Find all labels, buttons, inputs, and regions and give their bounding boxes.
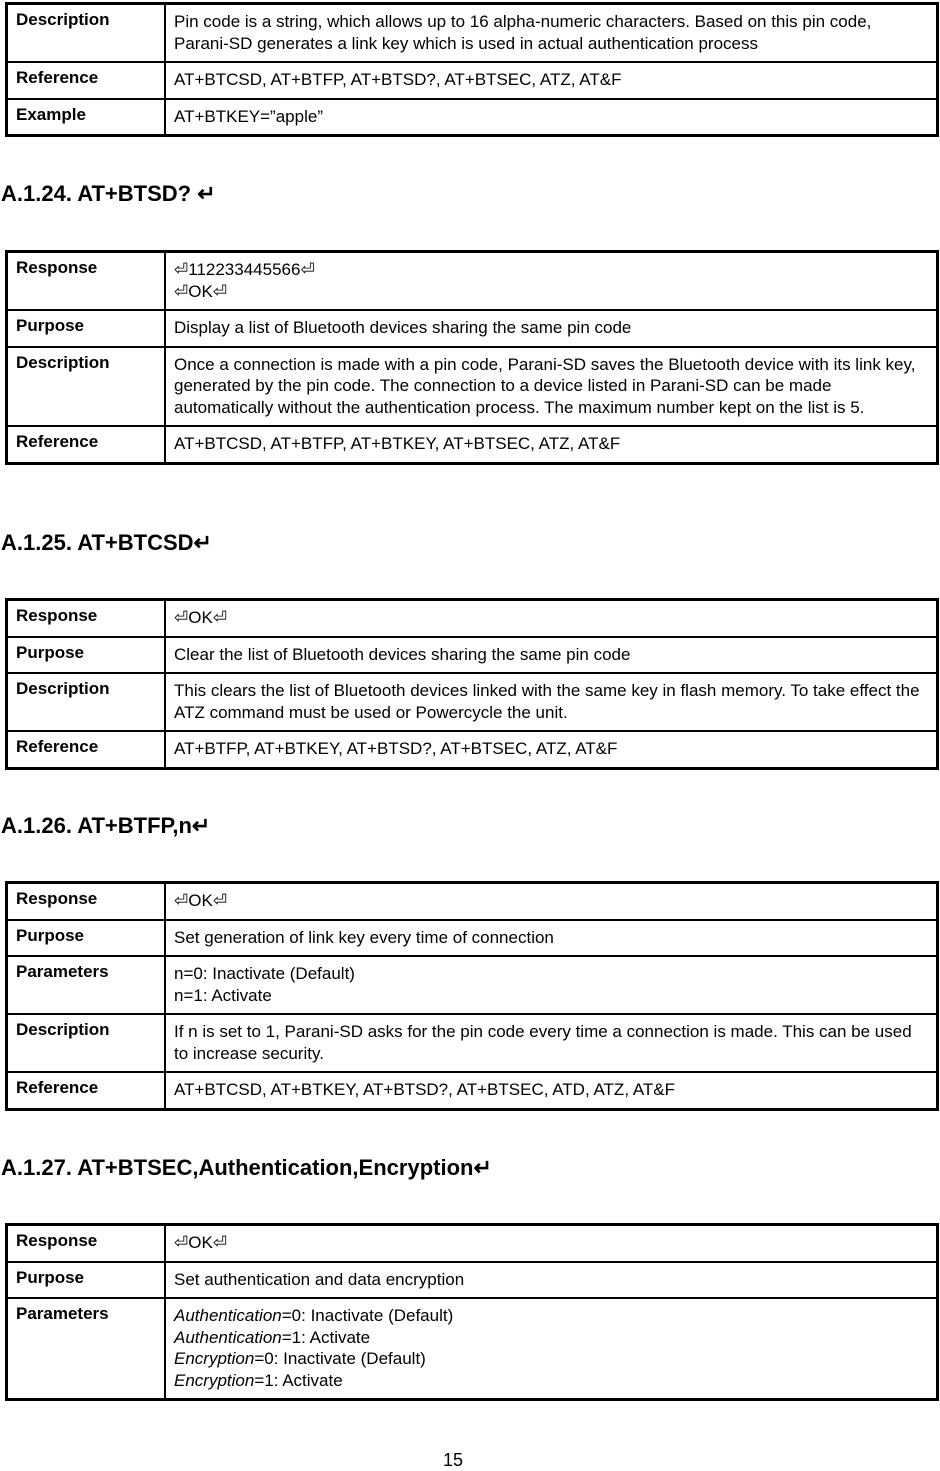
row-value: AT+BTCSD, AT+BTFP, AT+BTSD?, AT+BTSEC, ATZ, AT&F bbox=[165, 62, 938, 99]
parameter-line: Encryption=1: Activate bbox=[174, 1370, 343, 1390]
row-value: If n is set to 1, Parani-SD asks for the pin code every time a connection is made. This can be used to increase security. bbox=[165, 1014, 938, 1072]
row-value bbox=[165, 1225, 938, 1262]
heading-text: A.1.27. AT+BTSEC,Authentication,Encryption bbox=[1, 1155, 474, 1180]
table-row bbox=[7, 1072, 938, 1109]
heading-text: A.1.26. AT+BTFP,n bbox=[1, 813, 192, 838]
table-row bbox=[7, 600, 938, 637]
table-btsec bbox=[5, 1223, 939, 1401]
response-line: ⏎OK⏎ bbox=[174, 281, 228, 301]
row-label: Parameters bbox=[7, 1298, 166, 1400]
response-line: ⏎112233445566⏎ bbox=[174, 260, 315, 279]
table-row bbox=[7, 1298, 938, 1400]
table-row bbox=[7, 956, 938, 1014]
row-label: Response bbox=[7, 252, 166, 311]
table-row bbox=[7, 62, 938, 99]
cr-icon: ⏎ bbox=[174, 1233, 189, 1252]
row-label: Response bbox=[7, 1225, 166, 1262]
cr-icon: ⏎ bbox=[174, 891, 189, 910]
table-row bbox=[7, 1225, 938, 1262]
row-label: Purpose bbox=[7, 310, 166, 347]
row-label: Reference bbox=[7, 731, 166, 768]
row-label: Example bbox=[7, 99, 166, 136]
return-arrow-icon: ↵ bbox=[473, 1155, 492, 1180]
heading-text: A.1.25. AT+BTCSD bbox=[1, 530, 194, 555]
table-row bbox=[7, 1014, 938, 1072]
table-row bbox=[7, 883, 938, 920]
cr-icon: ⏎ bbox=[212, 891, 228, 910]
table-row bbox=[7, 1262, 938, 1299]
table-row bbox=[7, 347, 938, 427]
section-heading-btsec bbox=[1, 1155, 492, 1181]
row-label: Purpose bbox=[7, 920, 166, 957]
row-value bbox=[165, 252, 938, 311]
parameter-line: n=1: Activate bbox=[174, 985, 272, 1005]
table-row bbox=[7, 426, 938, 463]
page-number: 15 bbox=[442, 1450, 464, 1470]
cr-icon: ⏎ bbox=[300, 260, 315, 279]
parameter-line: n=0: Inactivate (Default) bbox=[174, 964, 355, 983]
table-btkey-continued bbox=[5, 2, 939, 137]
return-arrow-icon: ↵ bbox=[197, 181, 216, 206]
cr-icon: ⏎ bbox=[212, 281, 228, 301]
parameter-line: Encryption=0: Inactivate (Default) bbox=[174, 1349, 426, 1368]
table-btfp bbox=[5, 881, 939, 1111]
section-heading-btcsd bbox=[1, 530, 212, 556]
row-value: AT+BTKEY=”apple” bbox=[165, 99, 938, 136]
heading-text: A.1.24. AT+BTSD? bbox=[1, 181, 198, 206]
table-row bbox=[7, 252, 938, 311]
parameter-line: Authentication=0: Inactivate (Default) bbox=[174, 1306, 454, 1325]
table-row bbox=[7, 673, 938, 731]
row-value: AT+BTCSD, AT+BTFP, AT+BTKEY, AT+BTSEC, ATZ, AT&F bbox=[165, 426, 938, 463]
row-label: Description bbox=[7, 673, 166, 731]
section-heading-btsd bbox=[1, 181, 216, 207]
row-label: Response bbox=[7, 883, 166, 920]
cr-icon: ⏎ bbox=[212, 608, 228, 627]
response-line: ⏎OK⏎ bbox=[174, 891, 228, 910]
row-value: AT+BTFP, AT+BTKEY, AT+BTSD?, AT+BTSEC, ATZ, AT&F bbox=[165, 731, 938, 768]
response-line: ⏎OK⏎ bbox=[174, 608, 228, 627]
row-value: Set authentication and data encryption bbox=[165, 1262, 938, 1299]
row-label: Purpose bbox=[7, 1262, 166, 1299]
row-value: AT+BTCSD, AT+BTKEY, AT+BTSD?, AT+BTSEC, ATD, ATZ, AT&F bbox=[165, 1072, 938, 1109]
table-row bbox=[7, 99, 938, 136]
parameter-line: Authentication=1: Activate bbox=[174, 1327, 371, 1347]
return-arrow-icon: ↵ bbox=[191, 813, 211, 838]
row-value: Display a list of Bluetooth devices sharing the same pin code bbox=[165, 310, 938, 347]
row-label: Description bbox=[7, 4, 166, 63]
cr-icon: ⏎ bbox=[212, 1233, 228, 1252]
cr-icon: ⏎ bbox=[174, 281, 189, 301]
row-value: Pin code is a string, which allows up to 16 alpha-numeric characters. Based on this pin code, Parani-SD generates a link key which is used in actual authentication process bbox=[165, 4, 938, 63]
table-btcsd bbox=[5, 598, 939, 770]
row-value bbox=[165, 600, 938, 637]
table-row bbox=[7, 4, 938, 63]
table-row bbox=[7, 920, 938, 957]
row-value bbox=[165, 956, 938, 1014]
row-value: Set generation of link key every time of connection bbox=[165, 920, 938, 957]
return-arrow-icon: ↵ bbox=[193, 530, 212, 555]
cr-icon: ⏎ bbox=[174, 260, 189, 279]
row-label: Response bbox=[7, 600, 166, 637]
row-label: Purpose bbox=[7, 637, 166, 674]
table-row bbox=[7, 310, 938, 347]
row-label: Description bbox=[7, 1014, 166, 1072]
row-label: Reference bbox=[7, 62, 166, 99]
table-row bbox=[7, 731, 938, 768]
section-heading-btfp bbox=[1, 813, 210, 839]
row-value: Once a connection is made with a pin code, Parani-SD saves the Bluetooth device with its link key, generated by the pin code. The connection to a device listed in Parani-SD can be made automatically without the authentication process. The maximum number kept on the list is 5. bbox=[165, 347, 938, 427]
table-btsd bbox=[5, 250, 939, 465]
row-value bbox=[165, 883, 938, 920]
row-label: Parameters bbox=[7, 956, 166, 1014]
response-line: ⏎OK⏎ bbox=[174, 1233, 228, 1252]
row-value bbox=[165, 1298, 938, 1400]
row-value: This clears the list of Bluetooth devices linked with the same key in flash memory. To take effect the ATZ command must be used or Powercycle the unit. bbox=[165, 673, 938, 731]
row-label: Reference bbox=[7, 426, 166, 463]
table-row bbox=[7, 637, 938, 674]
cr-icon: ⏎ bbox=[174, 608, 189, 627]
row-label: Description bbox=[7, 347, 166, 427]
row-label: Reference bbox=[7, 1072, 166, 1109]
row-value: Clear the list of Bluetooth devices sharing the same pin code bbox=[165, 637, 938, 674]
